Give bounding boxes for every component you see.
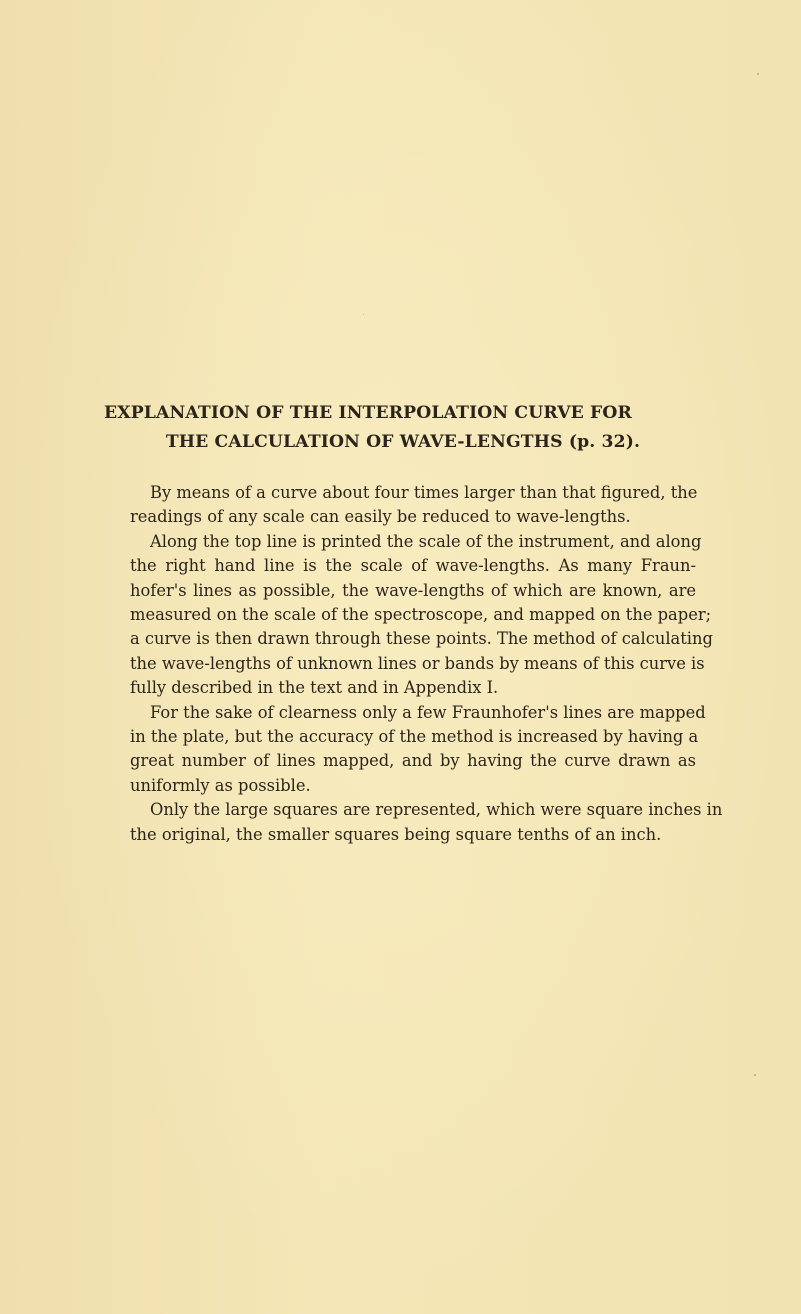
text-line: readings of any scale can easily be reduced to wave-lengths. [130, 507, 631, 527]
paper-speck [757, 73, 759, 75]
document-body [110, 481, 723, 847]
text-line: hofer's lines as possible, the wave-lengths of which are known, are [130, 580, 696, 600]
text-line: For the sake of clearness only a few Fraunhofer's lines are mapped [150, 702, 706, 722]
text-line: the wave-lengths of unknown lines or bands by means of this curve is [130, 653, 705, 673]
text-line: in the plate, but the accuracy of the method is increased by having a [130, 727, 699, 747]
text-line: great number of lines mapped, and by having the curve drawn as [130, 751, 696, 771]
text-line: the right hand line is the scale of wave-lengths. As many Fraun- [130, 556, 696, 576]
text-line: uniformly as possible. [130, 775, 311, 795]
document-title-line-2: THE CALCULATION OF WAVE-LENGTHS (p. 32). [165, 432, 641, 452]
document-content [104, 399, 723, 847]
text-line: measured on the scale of the spectroscope, and mapped on the paper; [130, 605, 712, 625]
paper-speck [363, 314, 364, 315]
text-line: a curve is then drawn through these points. The method of calculating [130, 629, 713, 649]
paragraph [110, 798, 723, 847]
text-line: Only the large squares are represented, which were square inches in [150, 800, 723, 820]
paper-speck [754, 1074, 756, 1076]
text-line: the original, the smaller squares being square tenths of an inch. [130, 824, 662, 844]
text-line: Along the top line is printed the scale of the instrument, and along [150, 531, 702, 551]
paragraph [110, 530, 713, 701]
text-line: By means of a curve about four times larger than that figured, the [150, 483, 698, 502]
document-title-line-1: EXPLANATION OF THE INTERPOLATION CURVE FOR [104, 403, 632, 423]
text-line: fully described in the text and in Appendix I. [130, 678, 499, 698]
paragraph [110, 701, 706, 799]
paragraph [110, 481, 696, 530]
